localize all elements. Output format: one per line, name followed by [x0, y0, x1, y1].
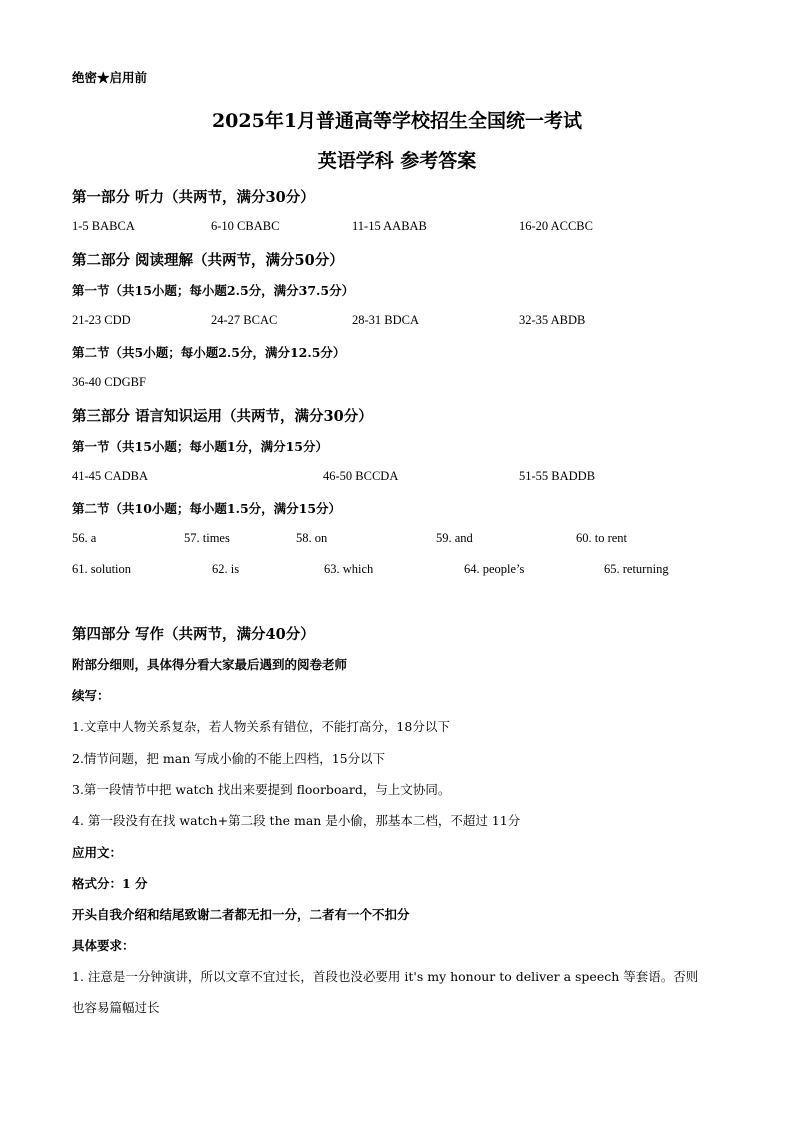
exam-title: 2025年1月普通高等学校招生全国统一考试 — [211, 110, 583, 132]
part2-section1-heading: 第一节（共15小题；每小题2.5分，满分37.5分） — [72, 283, 355, 298]
format-rule: 开头自我介绍和结尾致谢二者都无扣一分，二者有一个不扣分 — [72, 907, 410, 922]
confidential-label: 绝密★启用前 — [72, 70, 148, 85]
answer-group: 16-20 ACCBC — [519, 219, 593, 233]
answer-item: 64. people’s — [464, 562, 525, 576]
answer-group: 28-31 BDCA — [352, 313, 420, 327]
answer-group: 11-15 AABAB — [352, 219, 427, 233]
continuation-item: 4. 第一段没有在找 watch+第二段 the man 是小偷，那基本二档，不超过 11分 — [72, 813, 521, 828]
part3-heading: 第三部分 语言知识运用（共两节，满分30分） — [72, 408, 373, 425]
part2-heading: 第二部分 阅读理解（共两节，满分50分） — [72, 252, 344, 269]
format-score: 格式分：1 分 — [72, 876, 148, 891]
answer-item: 63. which — [324, 562, 374, 576]
application-label: 应用文： — [72, 845, 123, 860]
grading-note: 附部分细则，具体得分看大家最后遇到的阅卷老师 — [72, 657, 348, 672]
requirement-line: 1. 注意是一分钟演讲，所以文章不宜过长，首段也没必要用 it's my honour to deliver a speech 等套语。否则 — [72, 969, 699, 984]
continuation-label: 续写： — [72, 688, 110, 703]
answer-item: 58. on — [296, 531, 328, 545]
answer-group: 51-55 BADDB — [519, 469, 596, 483]
part4-heading: 第四部分 写作（共两节，满分40分） — [72, 626, 315, 643]
requirements-label: 具体要求： — [72, 938, 135, 953]
answer-group: 21-23 CDD — [72, 313, 131, 327]
answer-group: 24-27 BCAC — [211, 313, 278, 327]
continuation-item: 3.第一段情节中把 watch 找出来要提到 floorboard，与上文协同。 — [72, 782, 451, 797]
requirement-line: 也容易篇幅过长 — [72, 1000, 160, 1015]
part2-section2-heading: 第二节（共5小题；每小题2.5分，满分12.5分） — [72, 345, 346, 360]
part1-heading: 第一部分 听力（共两节，满分30分） — [72, 189, 315, 206]
answer-group: 41-45 CADBA — [72, 469, 149, 483]
answer-group: 1-5 BABCA — [72, 219, 135, 233]
answer-item: 57. times — [184, 531, 230, 545]
answer-group: 36-40 CDGBF — [72, 375, 146, 389]
part3-section2-heading: 第二节（共10小题；每小题1.5分，满分15分） — [72, 501, 342, 516]
answer-item: 56. a — [72, 531, 97, 545]
answer-item: 60. to rent — [576, 531, 628, 545]
part3-section1-heading: 第一节（共15小题；每小题1分，满分15分） — [72, 439, 328, 454]
continuation-item: 1.文章中人物关系复杂，若人物关系有错位，不能打高分，18分以下 — [72, 719, 450, 734]
answer-group: 46-50 BCCDA — [323, 469, 399, 483]
answer-item: 61. solution — [72, 562, 132, 576]
answer-item: 65. returning — [604, 562, 669, 576]
exam-subtitle: 英语学科 参考答案 — [317, 150, 477, 172]
answer-group: 6-10 CBABC — [211, 219, 280, 233]
continuation-item: 2.情节问题，把 man 写成小偷的不能上四档，15分以下 — [72, 751, 386, 766]
answer-item: 59. and — [436, 531, 473, 545]
answer-group: 32-35 ABDB — [519, 313, 586, 327]
answer-item: 62. is — [212, 562, 240, 576]
